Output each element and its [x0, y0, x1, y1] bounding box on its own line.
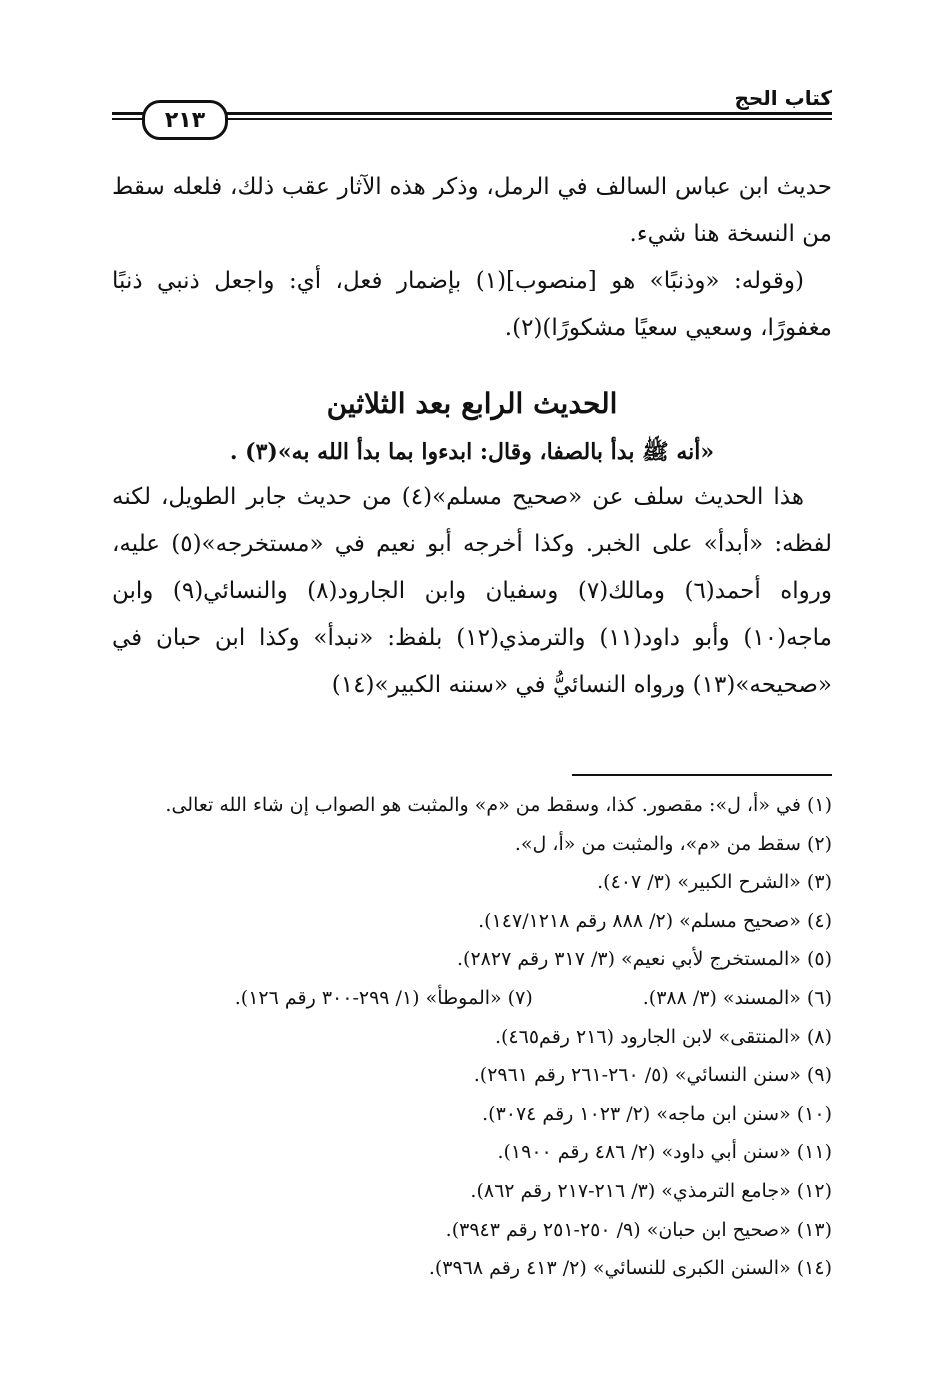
- footnote-row: [92, 979, 832, 1018]
- paragraph: حديث ابن عباس السالف في الرمل، وذكر هذه الآثار عقب ذلك، فلعله سقط من النسخة هنا شيء.: [112, 174, 832, 247]
- hadith-text: «أنه ﷺ بدأ بالصفا، وقال: ابدءوا بما بدأ الله به»(٣) .: [229, 439, 715, 465]
- paragraph: (وقوله: «وذنبًا» هو [منصوب](١) بإضمار فعل، أي: واجعل ذنبي ذنبًا مغفورًا، وسعيي سعيًا مشكورًا)(٢).: [112, 268, 832, 341]
- footnote: (٦) «المسند» (٣/ ٣٨٨).: [642, 986, 832, 1009]
- footnote: (١٠) «سنن ابن ماجه» (٢/ ١٠٢٣ رقم ٣٠٧٤).: [482, 1102, 832, 1125]
- footnote: (١٢) «جامع الترمذي» (٣/ ٢١٦-٢١٧ رقم ٨٦٢).: [470, 1179, 832, 1202]
- footnotes: [92, 786, 832, 1288]
- page-header: [112, 86, 832, 146]
- footnote: (١٣) «صحيح ابن حبان» (٩/ ٢٥٠-٢٥١ رقم ٣٩٤٣).: [445, 1218, 832, 1241]
- running-head: كتاب الحج: [734, 86, 832, 110]
- footnote: (٩) «سنن النسائي» (٥/ ٢٦٠-٢٦١ رقم ٢٩٦١).: [473, 1064, 832, 1087]
- footnote: (٧) «الموطأ» (١/ ٢٩٩-٣٠٠ رقم ١٢٦).: [234, 986, 533, 1009]
- footnote: (٤) «صحيح مسلم» (٢/ ٨٨٨ رقم ١٤٧/١٢١٨).: [478, 909, 832, 932]
- section-heading: الحديث الرابع بعد الثلاثين: [326, 387, 618, 420]
- footnote: (٢) سقط من «م»، والمثبت من «أ، ل».: [514, 832, 832, 855]
- footnote: (٣) «الشرح الكبير» (٣/ ٤٠٧).: [597, 871, 832, 894]
- footnote: (٥) «المستخرج لأبي نعيم» (٣/ ٣١٧ رقم ٢٨٢٧).: [457, 948, 832, 971]
- page-number: ٢١٣: [142, 100, 228, 140]
- footnote: (١١) «سنن أبي داود» (٢/ ٤٨٦ رقم ١٩٠٠).: [497, 1141, 832, 1164]
- footnote-separator: [572, 774, 832, 776]
- footnote: (١٤) «السنن الكبرى للنسائي» (٢/ ٤١٣ رقم ٣٩٦٨).: [428, 1257, 832, 1280]
- footnote: (٨) «المنتقى» لابن الجارود (٢١٦ رقم٤٦٥).: [494, 1025, 832, 1048]
- main-text: [112, 164, 832, 709]
- paragraph: هذا الحديث سلف عن «صحيح مسلم»(٤) من حديث جابر الطويل، لكنه لفظه: «أبدأ» على الخبر. وكذا أخرجه أبو نعيم في «مستخرجه»(٥) عليه، ورواه أحمد(٦) ومالك(٧) وسفيان وابن الجارود(٨) والنسائي(٩) وابن ماجه(١٠) وأبو داود(١١) والترمذي(١٢) بلفظ: «نبدأ» وكذا ابن حبان في «صحيحه»(١٣) ورواه النسائيُّ في «سننه الكبير»(١٤): [112, 484, 832, 698]
- footnote: (١) في «أ، ل»: مقصور. كذا، وسقط من «م» والمثبت هو الصواب إن شاء الله تعالى.: [165, 794, 832, 816]
